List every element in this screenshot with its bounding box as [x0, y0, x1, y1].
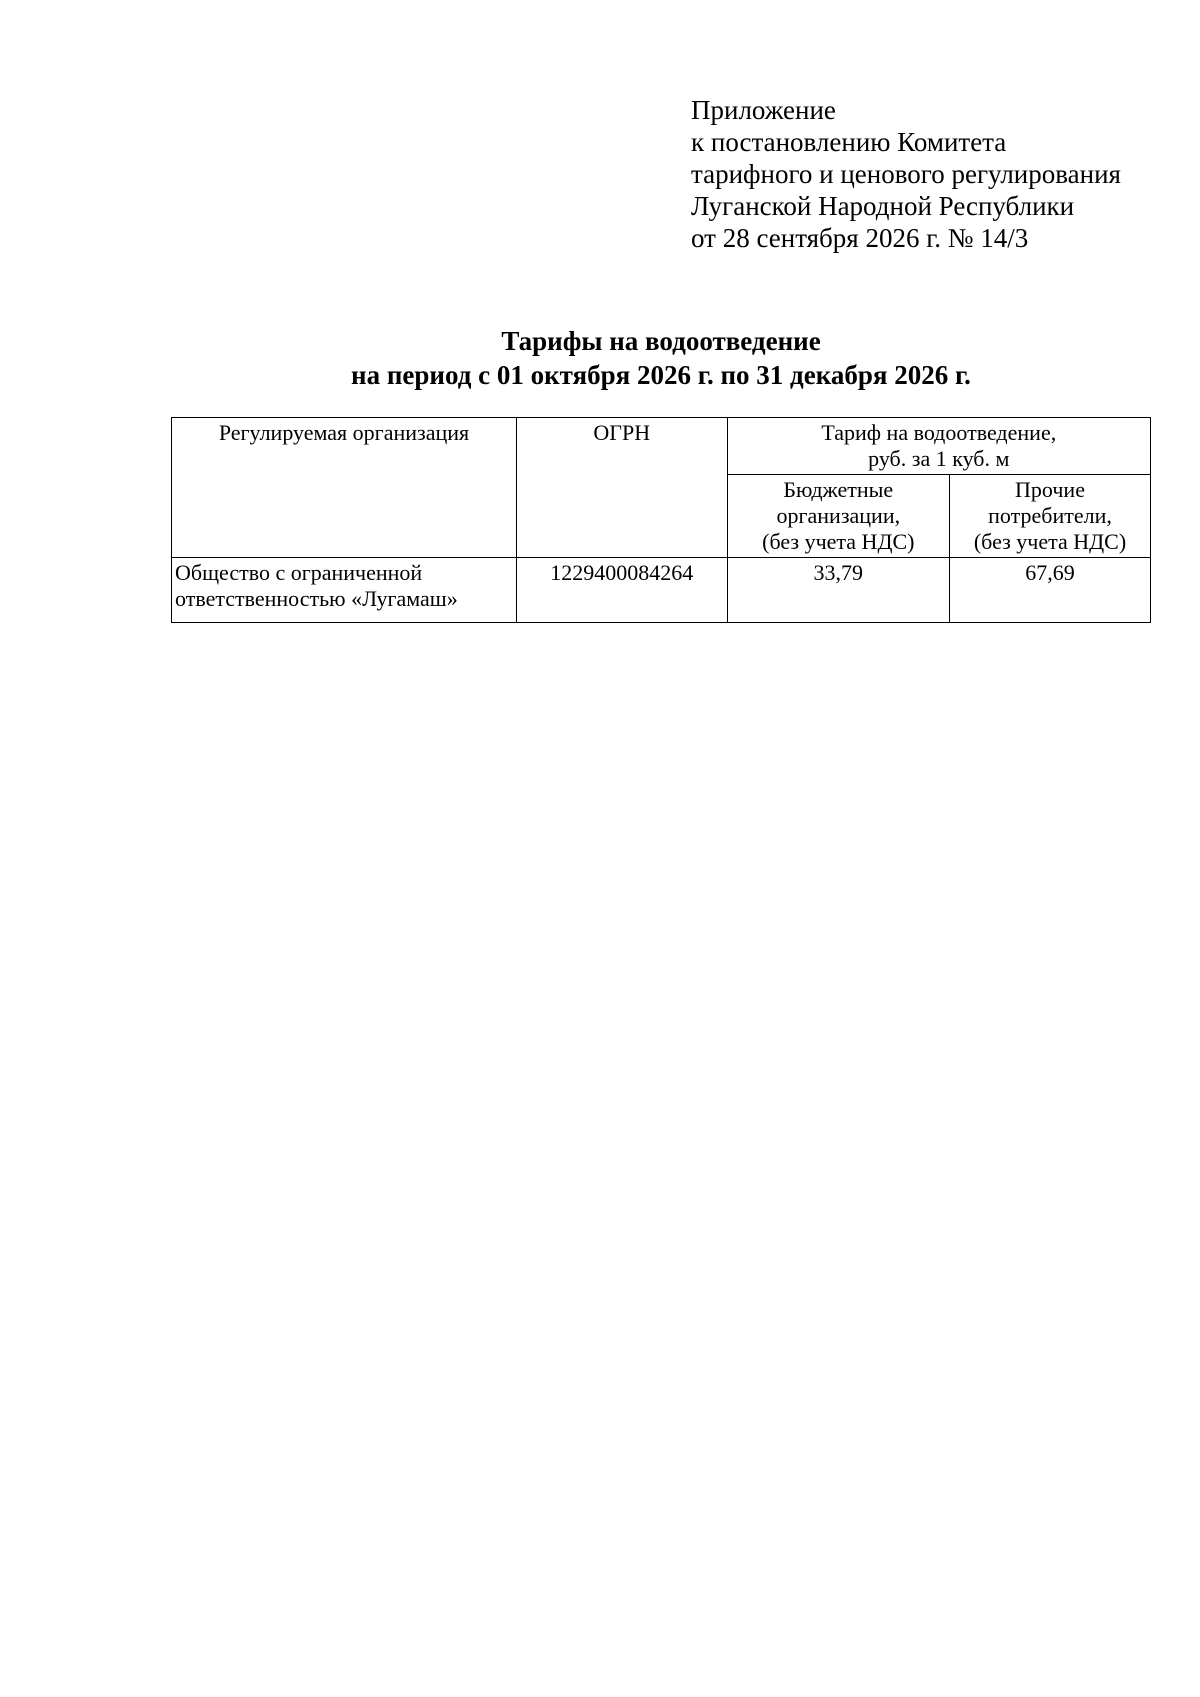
header-other-line2: потребители,	[988, 503, 1112, 528]
header-budget-line3: (без учета НДС)	[762, 529, 915, 554]
header-budget	[727, 475, 949, 558]
cell-organization	[172, 558, 517, 623]
header-other-line1: Прочие	[1015, 477, 1085, 502]
header-other	[950, 475, 1151, 558]
org-name-line1: Общество с ограниченной	[175, 560, 423, 585]
cell-ogrn: 1229400084264	[516, 558, 727, 623]
header-budget-line2: организации,	[776, 503, 901, 528]
cell-budget-tariff: 33,79	[727, 558, 949, 623]
header-budget-line1: Бюджетные	[783, 477, 894, 502]
header-tariff-line1: Тариф на водоотведение,	[821, 420, 1057, 445]
header-tariff-line2: руб. за 1 куб. м	[868, 446, 1010, 471]
cell-other-tariff: 67,69	[950, 558, 1151, 623]
title-line-main: Тарифы на водоотведение	[501, 326, 821, 356]
annex-decree-ref: к постановлению Комитета	[691, 127, 1007, 157]
tariff-table	[171, 417, 1151, 623]
title-line-period: на период с 01 октября 2026 г. по 31 декабря 2026 г.	[351, 360, 971, 390]
header-ogrn: ОГРН	[516, 418, 727, 558]
annex-label: Приложение	[691, 95, 836, 125]
header-other-line3: (без учета НДС)	[973, 529, 1127, 554]
annex-committee: тарифного и ценового регулирования	[691, 159, 1121, 189]
header-tariff	[727, 418, 1150, 475]
header-organization: Регулируемая организация	[172, 418, 517, 558]
table-row	[172, 558, 1151, 623]
annex-block	[691, 94, 1121, 254]
annex-republic: Луганской Народной Республики	[691, 191, 1075, 221]
table-header-row	[172, 418, 1151, 475]
document-title	[171, 324, 1151, 392]
annex-date-number: от 28 сентября 2026 г. № 14/3	[691, 223, 1029, 253]
org-name-line2: ответственностью «Лугамаш»	[175, 586, 458, 611]
